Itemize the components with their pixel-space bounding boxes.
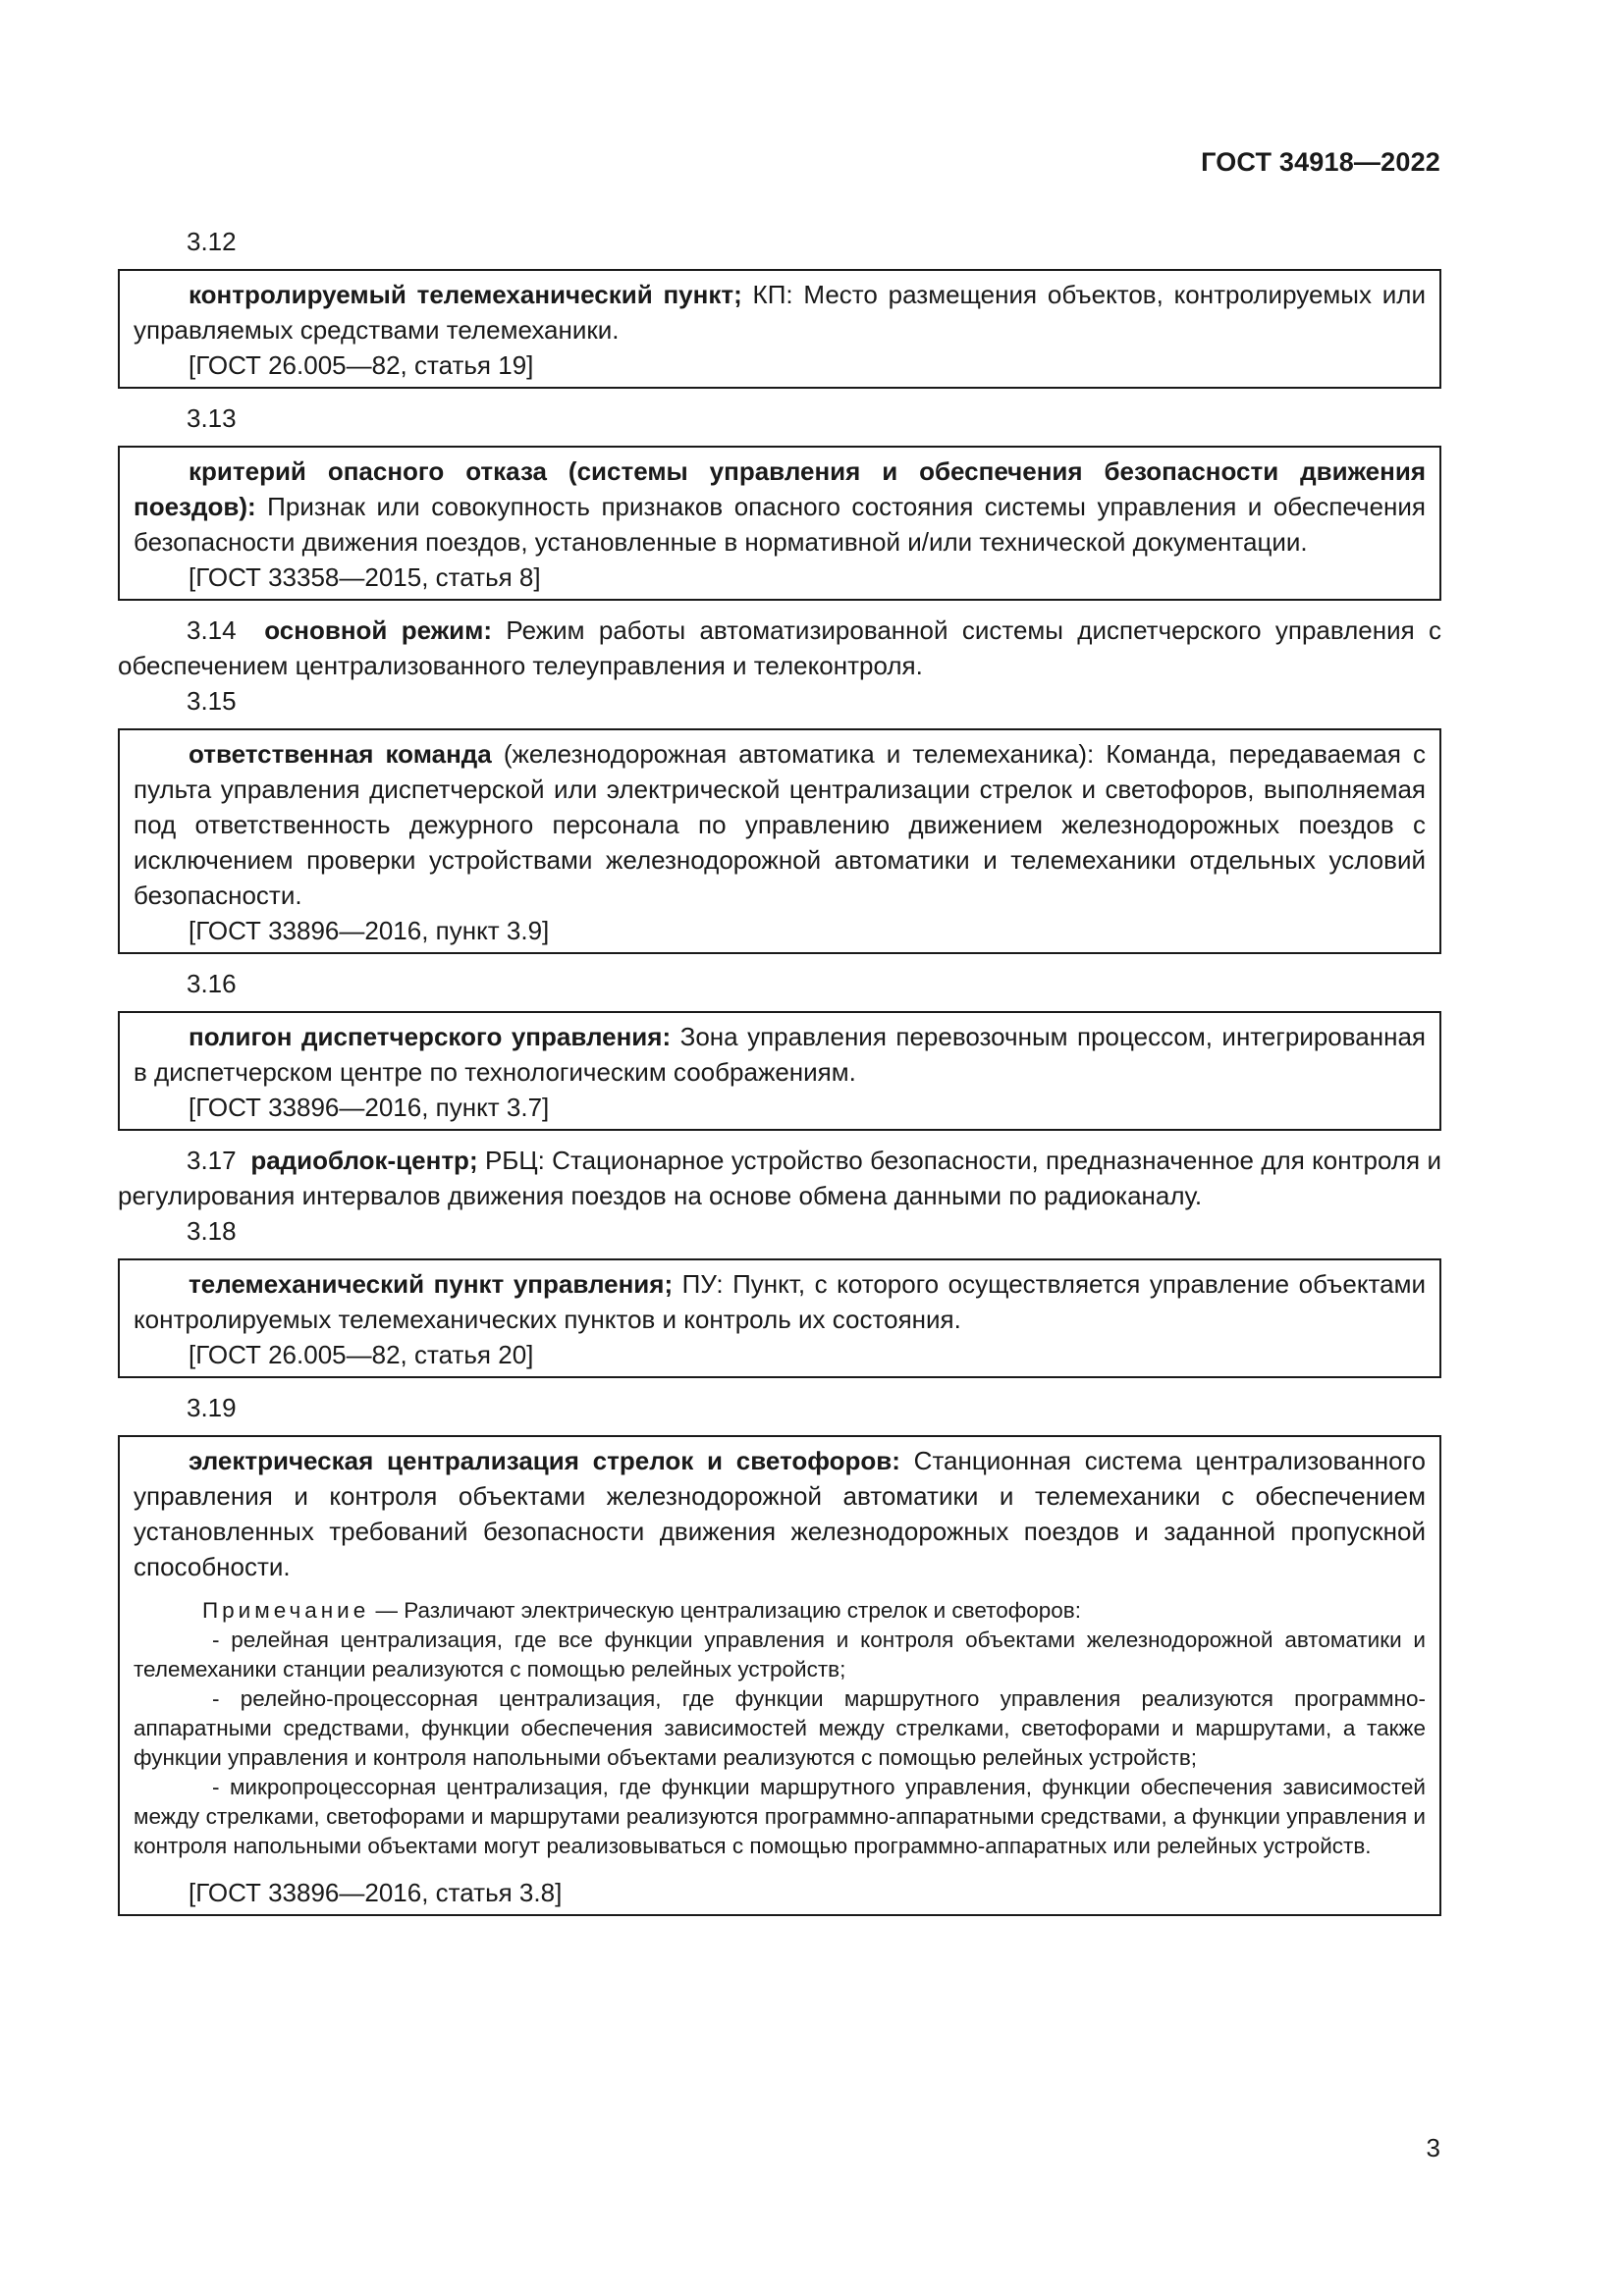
entry-number: 3.14 [187, 615, 237, 645]
note-list-item: - релейная централизация, где все функции управления и контроля объектами железнодорожной автоматики и телемеханики станции реализуются с помощью релейных устройств; [134, 1628, 1426, 1682]
note-label: Примечание [202, 1598, 370, 1623]
term-body: ПУ: Пункт, с которого осуществляется управление объектами контролируемых телемеханических пунктов и контроль их состояния. [134, 1269, 1426, 1334]
term-definition [134, 1019, 1426, 1090]
note-list-item: - микропроцессорная централизация, где функции маршрутного управления, функции обеспечения зависимостей между стрелками, светофорами и маршрутами реализуются программно-аппаратными средствами, а функции управления и контроля напольными объектами могут реализовываться с помощью программно-аппаратных или релейных устройств. [134, 1775, 1426, 1858]
term-source: [ГОСТ 26.005—82, статья 19] [189, 350, 534, 380]
term-definition [134, 454, 1426, 560]
term-name: основной режим: [264, 615, 493, 645]
term-definition [134, 736, 1426, 913]
term-source: [ГОСТ 33896—2016, пункт 3.7] [189, 1093, 550, 1122]
term-definition [134, 1266, 1426, 1337]
entry-number: 3.19 [187, 1393, 237, 1422]
term-name: критерий опасного отказа (системы управления и обеспечения безопасности движения поездов): [134, 456, 1426, 521]
page-number: 3 [1426, 2133, 1440, 2163]
term-name: ответственная команда [189, 739, 492, 769]
note-heading [134, 1596, 1426, 1626]
note-intro: — Различают электрическую централизацию стрелок и светофоров: [369, 1598, 1081, 1623]
term-name: электрическая централизация стрелок и светофоров: [189, 1446, 900, 1475]
term-box [118, 1435, 1441, 1916]
terms-section [118, 224, 1441, 1928]
term-source: [ГОСТ 33896—2016, пункт 3.9] [189, 916, 550, 945]
term-definition-inline [118, 613, 1441, 683]
term-name: контролируемый телемеханический пункт; [189, 280, 742, 309]
term-source: [ГОСТ 33358—2015, статья 8] [189, 562, 541, 592]
entry-number: 3.15 [187, 686, 237, 716]
term-body: Режим работы автоматизированной системы диспетчерского управления с обеспечением централизованного телеуправления и телеконтроля. [118, 615, 1442, 680]
term-box [118, 1258, 1441, 1378]
note-block [134, 1596, 1426, 1861]
term-body: Признак или совокупность признаков опасного состояния системы управления и обеспечения безопасности движения поездов, установленные в нормативной и/или технической документации. [134, 492, 1426, 557]
term-definition-inline [118, 1143, 1441, 1213]
term-definition [134, 1443, 1426, 1584]
entry-number: 3.16 [187, 969, 237, 998]
term-name: радиоблок-центр; [250, 1146, 478, 1175]
term-body: Станционная система централизованного управления и контроля объектами железнодорожной автоматики и телемеханики с обеспечением установленных требований безопасности движения железнодорожных поездов и заданной пропускной способности. [134, 1446, 1426, 1581]
term-box [118, 728, 1441, 954]
term-box [118, 1011, 1441, 1131]
note-list-item: - релейно-процессорная централизация, где функции маршрутного управления реализуются программно-аппаратными средствами, функции обеспечения зависимостей между стрелками, светофорами и маршрутами, а также функции управления и контроля напольными объектами реализуются с помощью релейных устройств; [134, 1686, 1426, 1770]
term-definition [134, 277, 1426, 347]
term-source: [ГОСТ 33896—2016, статья 3.8] [189, 1878, 563, 1907]
term-box [118, 446, 1441, 601]
term-body: КП: Место размещения объектов, контролируемых или управляемых средствами телемеханики. [134, 280, 1426, 345]
term-body: Зона управления перевозочным процессом, интегрированная в диспетчерском центре по технологическим соображениям. [134, 1022, 1427, 1087]
entry-number: 3.12 [187, 227, 237, 256]
term-box [118, 269, 1441, 389]
entry-number: 3.17 [187, 1146, 237, 1175]
term-name: полигон диспетчерского управления: [189, 1022, 672, 1051]
entry-number: 3.18 [187, 1216, 237, 1246]
document-id-header: ГОСТ 34918—2022 [1201, 147, 1440, 177]
term-body: РБЦ: Стационарное устройство безопасности, предназначенное для контроля и регулирования интервалов движения поездов на основе обмена данными по радиоканалу. [118, 1146, 1441, 1210]
entry-number: 3.13 [187, 403, 237, 433]
term-name: телемеханический пункт управления; [189, 1269, 674, 1299]
term-source: [ГОСТ 26.005—82, статья 20] [189, 1340, 534, 1369]
term-body: (железнодорожная автоматика и телемеханика): Команда, передаваемая с пульта управления диспетчерской или электрической централизации стрелок и светофоров, выполняемая под ответственность дежурного персонала по управлению движением железнодорожных поездов с исключением проверки устройствами железнодорожной автоматики и телемеханики отдельных условий безопасности. [134, 739, 1426, 910]
